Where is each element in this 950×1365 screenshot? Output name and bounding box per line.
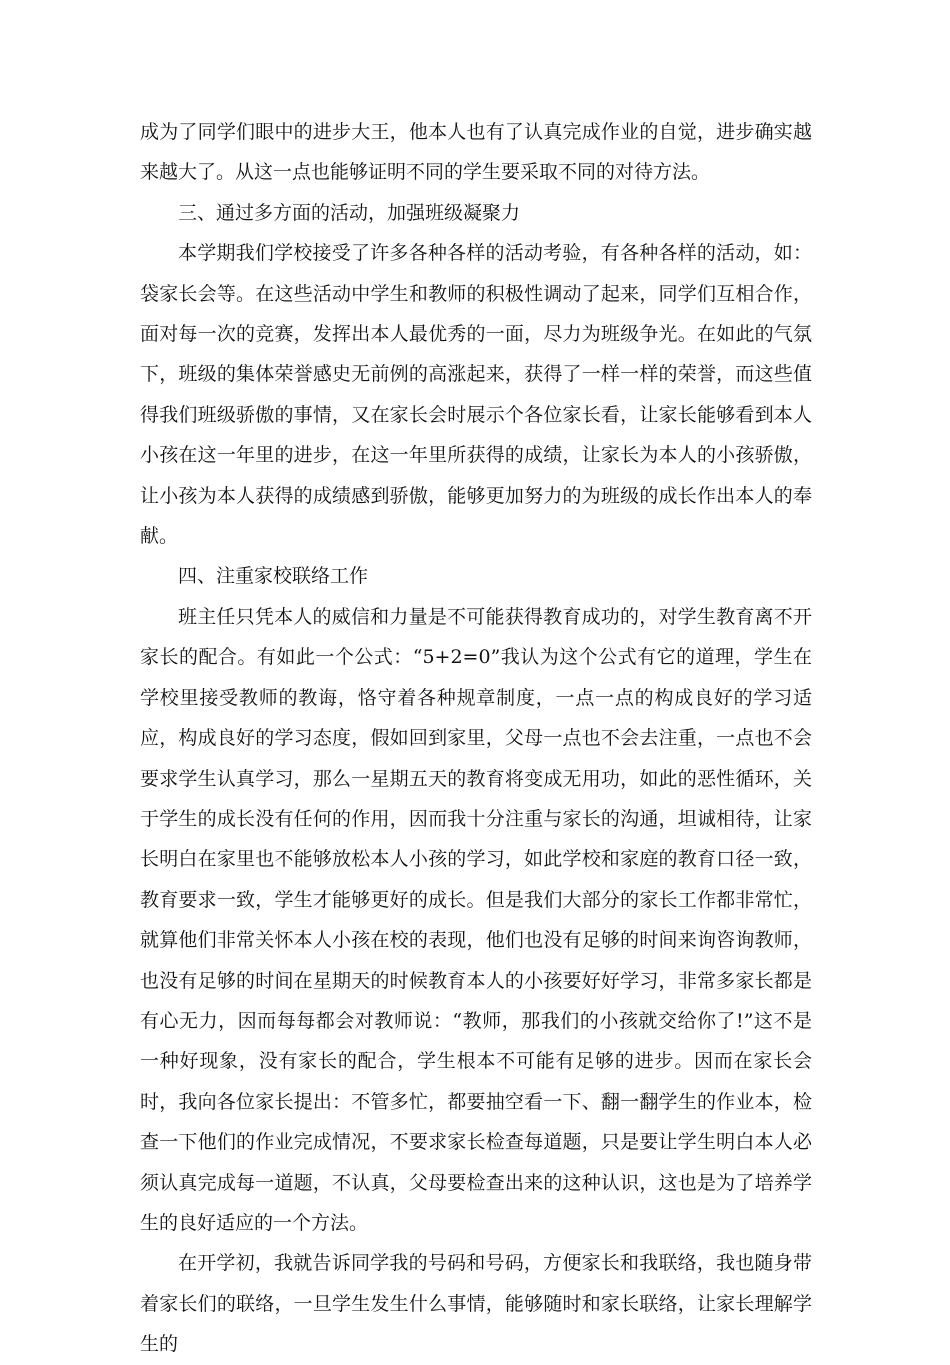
paragraph-continued: 成为了同学们眼中的进步大王，他本人也有了认真完成作业的自觉，进步确实越来越大了。从这一点也能够证明不同的学生要采取不同的对待方法。 — [140, 121, 812, 184]
section-heading-3: 三、通过多方面的活动，加强班级凝聚力 — [178, 201, 521, 224]
paragraph-home-school: 班主任只凭本人的威信和力量是不可能获得教育成功的，对学生教育离不开家长的配合。有如此一个公式：“5+2=0”我认为这个公式有它的道理，学生在学校里接受教师的教诲，恪守着各种规章制度，一点一点的构成良好的学习适应，构成良好的学习态度，假如回到家里，父母一点也不会去注重，一点也不会要求学生认真学习，那么一星期五天的教育将变成无用功，如此的恶性循环，关于学生的成长没有任何的作用，因而我十分注重与家长的沟通，坦诚相待，让家长明白在家里也不能够放松本人小孩的学习，如此学校和家庭的教育口径一致，教育要求一致，学生才能够更好的成长。但是我们大部分的家长工作都非常忙，就算他们非常关怀本人小孩在校的表现，他们也没有足够的时间来询咨询教师，也没有足够的时间在星期天的时候教育本人的小孩要好好学习，非常多家长都是有心无力，因而每每都会对教师说：“教师，那我们的小孩就交给你了!”这不是一种好现象，没有家长的配合，学生根本不可能有足够的进步。因而在家长会时，我向各位家长提出：不管多忙，都要抽空看一下、翻一翻学生的作业本，检查一下他们的作业完成情况，不要求家长检查每道题，只是要让学生明白本人必须认真完成每一道题，不认真，父母要检查出来的这种认识，这也是为了培养学生的良好适应的一个方法。 — [140, 605, 812, 1234]
paragraph-activities: 本学期我们学校接受了许多各种各样的活动考验，有各种各样的活动，如：袋家长会等。在这些活动中学生和教师的积极性调动了起来，同学们互相合作，面对每一次的竞赛，发挥出本人最优秀的一面，尽力为班级争光。在如此的气氛下，班级的集体荣誉感史无前例的高涨起来，获得了一样一样的荣誉，而这些值得我们班级骄傲的事情，又在家长会时展示个各位家长看，让家长能够看到本人小孩在这一年里的进步，在这一年里所获得的成绩，让家长为本人的小孩骄傲，让小孩为本人获得的成绩感到骄傲，能够更加努力的为班级的成长作出本人的奉献。 — [140, 242, 812, 548]
document-body — [140, 112, 812, 1365]
paragraph-contact: 在开学初，我就告诉同学我的号码和号码，方便家长和我联络，我也随身带着家长们的联络，一旦学生发生什么事情，能够随时和家长联络，让家长理解学生的 — [140, 1252, 812, 1356]
section-heading-4: 四、注重家校联络工作 — [178, 565, 369, 588]
